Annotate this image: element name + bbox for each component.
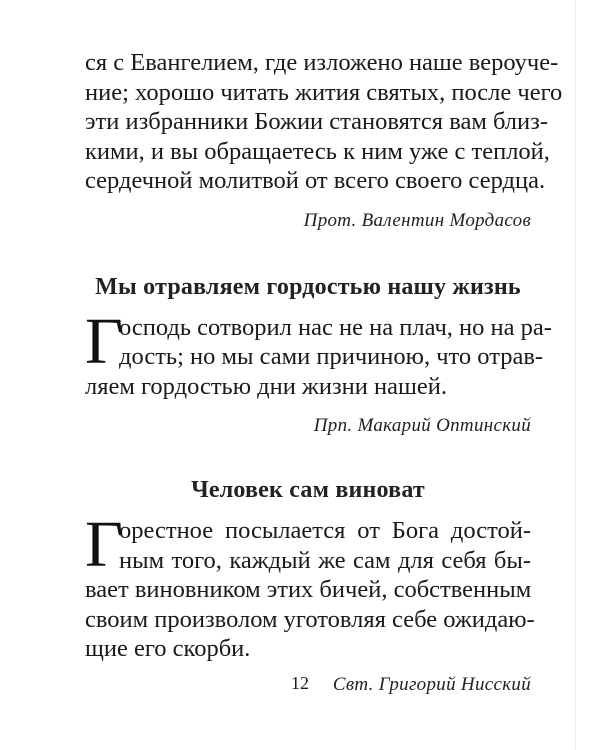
paragraph-text [85,304,552,402]
author-attribution: Прп. Макарий Оптинский [313,415,531,436]
text-line: осподь сотворил нас не на плач, но на ра- [119,313,552,341]
text-line: ся с Евангелием, где изложено наше вероуче- [85,49,559,76]
text-line: своим произволом уготовляя себе ожидаю- [85,605,535,633]
paragraph-2 [85,304,552,402]
text-line: дость; но мы сами причиною, что отрав- [119,343,544,370]
drop-cap: Г [85,508,124,581]
drop-cap: Г [85,304,124,378]
text-line: ляем гордостью дни жизни нашей. [85,372,447,400]
section-2 [85,273,552,438]
paragraph-3 [85,508,535,664]
text-line: орестное посылается от Бога достой- [119,517,531,544]
page-number: 12 [291,673,309,693]
paragraph-1 [85,48,563,196]
text-line: щие его скорби. [85,635,251,662]
section-heading: Мы отравляем гордостью нашу жизнь [95,273,521,300]
section-3 [85,477,535,696]
section-1 [85,48,563,232]
text-line: ние; хорошо читать жития святых, после чего [85,78,563,106]
text-line: вает виновником этих бичей, собственным [85,576,532,603]
section-heading: Человек сам виноват [191,477,425,503]
author-attribution: Прот. Валентин Мордасов [303,209,531,231]
text-line: кими, и вы обращаетесь к ним уже с теплой, [85,137,550,165]
page-content [85,48,563,696]
text-line: эти избранники Божии становятся вам близ- [85,108,548,135]
page-edge [575,0,576,750]
paragraph-text [85,508,535,664]
author-attribution: Свт. Григорий Нисский [332,673,531,695]
text-line: ным того, каждый же сам для себя бы- [119,546,531,574]
text-line: сердечной молитвой от всего своего сердца. [85,167,546,194]
